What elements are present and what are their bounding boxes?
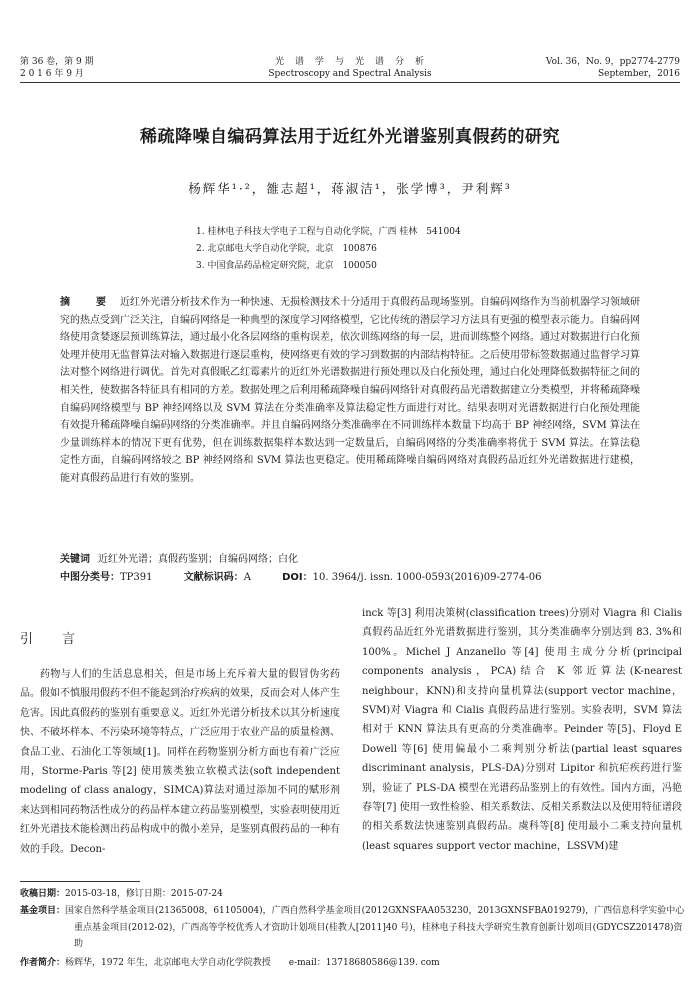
author-bio-label: 作者简介：	[20, 958, 66, 968]
keywords-label: 关键词	[60, 554, 90, 565]
footnote-rule	[20, 881, 140, 882]
paper-title: 稀疏降噪自编码算法用于近红外光谱鉴别真假药的研究	[140, 127, 560, 147]
volume-pages: Vol. 36，No. 9，pp2774-2779	[545, 57, 680, 67]
funding-value: 国家自然科学基金项目(21365008，61105004)，广西自然科学基金项目(2012GXNSFAA053230，2013GXNSFBA019279)，广西信息科学实验中心重点基金项目(2012-02)，广西高等学校优秀人才资助计划项目(桂教人[2011]40 号)，桂林电子科技大学研究生教育创新计划项目(GDYCSZ201478)资助	[65, 906, 685, 949]
received-value: 2015-03-18，修订日期：2015-07-24	[65, 889, 223, 899]
doc-code-label: 文献标识码：	[183, 572, 244, 583]
classification-row	[60, 569, 660, 587]
doi-value[interactable]: 10. 3964/j. issn. 1000-0593(2016)09-2774-06	[312, 572, 542, 583]
clc-label: 中图分类号：	[60, 572, 120, 583]
affiliations	[196, 224, 461, 275]
doc-code-value: A	[243, 572, 251, 583]
affiliation-3: 3. 中国食品药品检定研究院，北京 100050	[196, 261, 377, 271]
intro-left-column: 药物与人们的生活息息相关，但是市场上充斥着大量的假冒伪劣药品。假如不慎服用假药不但不能起到治疗疾病的效果，反而会对人体产生危害。因此真假药的鉴别有重要意义。近红外光谱分析技术以其分析速度快、不破坏样本、不污染环境等特点，广泛应用于农业产品的质量检测、食品工业、石油化工等领域[1]。同样在药物鉴别分析方面也有着广泛应用，Storme-Paris 等[2] 使用簇类独立软模式法(soft independent modeling of class analogy，SIMCA)算法对通过添加不同的赋形剂来达到相同药物活性成分的药品样本建立药品鉴别模型，实验表明使用近红外光谱技术能检测出药品构成中的微小差异，是鉴别真假药品的一种有效的手段。Decon-	[20, 669, 340, 855]
header-rule	[20, 82, 680, 83]
funding-label: 基金项目：	[20, 906, 66, 916]
publication-month: September，2016	[597, 69, 680, 79]
author-list: 杨辉华¹·²，雒志超¹，蒋淑洁¹，张学博³，尹利辉³	[188, 181, 512, 196]
publication-date: 2 0 1 6 年 9 月	[20, 69, 84, 79]
keywords-block	[60, 551, 660, 587]
journal-name-cn: 光 谱 学 与 光 谱 分 析	[274, 57, 425, 67]
section-heading-introduction: 引 言	[20, 632, 84, 647]
affiliation-1: 1. 桂林电子科技大学电子工程与自动化学院，广西 桂林 541004	[196, 227, 461, 237]
keywords-row	[60, 551, 660, 569]
journal-pages-info	[546, 56, 680, 80]
affiliation-2: 2. 北京邮电大学自动化学院，北京 100876	[196, 244, 377, 254]
abstract-label: 摘 要	[60, 297, 114, 308]
received-label: 收稿日期：	[20, 889, 66, 899]
doi-label: DOI：	[282, 572, 313, 583]
keywords-text: 近红外光谱；真假药鉴别；自编码网络；白化	[98, 554, 298, 565]
footnote-funding	[20, 903, 690, 953]
author-bio-value: 杨辉华，1972 年生，北京邮电大学自动化学院教授 e-mail：13718680586@139. com	[65, 958, 440, 968]
volume-issue: 第 36 卷，第 9 期	[20, 57, 94, 67]
clc-value: TP391	[120, 572, 153, 583]
abstract-text: 近红外光谱分析技术作为一种快速、无损检测技术十分适用于真假药品现场鉴别。自编码网络作为当前机器学习领域研究的热点受到广泛关注，自编码网络是一种典型的深度学习网络模型，它比传统的潜层学习方法具有更强的模型表示能力。自编码网络使用贪婪逐层预训练算法，通过最小化各层网络的重构误差，依次训练网络的每一层，进而训练整个网络。通过对数据进行白化预处理并使用无监督算法对输入数据进行逐层重构，使网络更有效的学习到数据的内部结构特征。之后使用带标签数据通过监督学习算法对整个网络进行调优。首先对真假眠乙红霉素片的近红外光谱数据进行预处理以及白化预处理，通过白化处理降低数据特征之间的相关性，使数据各特征具有相同的方差。数据处理之后利用稀疏降噪自编码网络针对真假药品光谱数据建立分类模型，并将稀疏降噪自编码网络模型与 BP 神经网络以及 SVM 算法在分类准确率及算法稳定性方面进行对比。结果表明对光谱数据进行白化预处理能有效提升稀疏降噪自编码网络的分类准确率。并且自编码网络分类准确率在不同训练样本数量下均高于 BP 神经网络，SVM 算法在少量训练样本的情况下更有优势，但在训练数据集样本数达到一定数量后，自编码网络的分类准确率将优于 SVM 算法。在算法稳定性方面，自编码网络较之 BP 神经网络和 SVM 算法也更稳定。使用稀疏降噪自编码网络对真假药品近红外光谱数据进行建模，能对真假药品进行有效的鉴别。	[60, 297, 640, 484]
footnote-received	[20, 886, 690, 903]
journal-name-en: Spectroscopy and Spectral Analysis	[268, 69, 432, 79]
intro-right-column: inck 等[3] 利用决策树(classification trees)分别对 Viagra 和 Cialis 真假药品近红外光谱数据进行鉴别，其分类准确率分别达到 83. 3%和 100%。Michel J Anzanello 等[4] 使用主成分分析(principal components analysis，PCA)结合 K 邻近算法(K-nearest neighbour，KNN)和支持向量机算法(support vector machine，SVM)对 Viagra 和 Cialis 真假药品进行鉴别。实验表明，SVM 算法相对于 KNN 算法具有更高的分类准确率。Peinder 等[5]、Floyd E Dowell 等[6] 使用偏最小二乘判别分析法(partial least squares discriminant analysis，PLS-DA)分别对 Lipitor 和抗疟疾药进行鉴别，验证了 PLS-DA 模型在光谱药品鉴别上的有效性。国内方面，冯艳春等[7] 使用一致性检验、相关系数法、反相关系数法以及使用特征谱段的相关系数法快速鉴别真假药品。虞科等[8] 使用最小二乘支持向量机(least squares support vector machine，LSSVM)建	[362, 608, 682, 852]
footnote-author	[20, 955, 690, 972]
abstract	[60, 294, 640, 488]
